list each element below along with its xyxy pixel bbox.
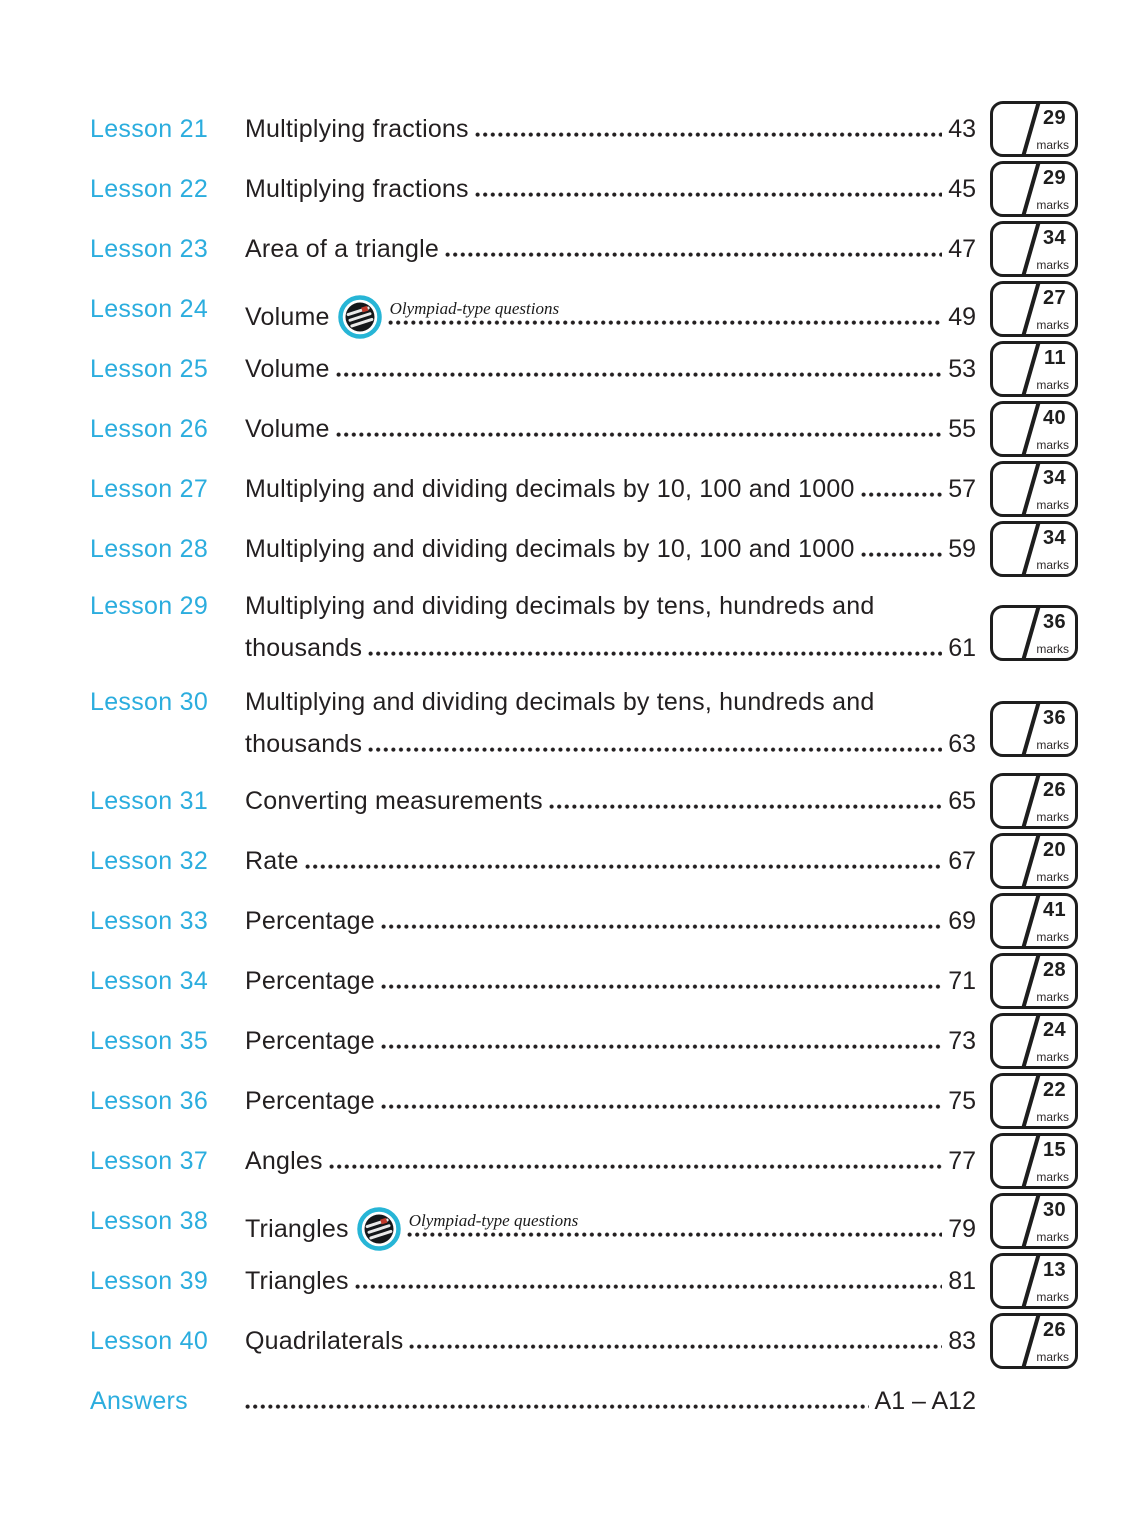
marks-value: 30 [1042, 1199, 1066, 1221]
dotted-leader [549, 804, 942, 809]
page-number: 69 [948, 907, 976, 935]
marks-box-col [990, 953, 1078, 1009]
lesson-title: Converting measurements [245, 787, 543, 815]
marks-box [990, 521, 1078, 577]
row-content [245, 281, 976, 337]
row-content [245, 1133, 976, 1189]
lesson-title: Percentage [245, 967, 375, 995]
marks-box [990, 401, 1078, 457]
lesson-label: Lesson 27 [90, 474, 209, 503]
lesson-label: Lesson 30 [90, 688, 209, 716]
marks-label: marks [1036, 1350, 1069, 1364]
marks-label: marks [1036, 870, 1069, 884]
toc-row [90, 161, 1078, 217]
page-number: 67 [948, 847, 976, 875]
marks-box [990, 1073, 1078, 1129]
dotted-leader [388, 299, 943, 325]
marks-label: marks [1036, 930, 1069, 944]
row-content [245, 585, 976, 669]
lesson-title: Percentage [245, 907, 375, 935]
dotted-leader [880, 705, 972, 710]
marks-label: marks [1036, 558, 1069, 572]
marks-box-col [990, 1313, 1078, 1369]
row-content [245, 521, 976, 577]
dotted-leader [381, 1104, 942, 1109]
marks-value: 36 [1042, 707, 1066, 729]
lesson-label: Lesson 23 [90, 234, 209, 263]
lesson-label: Lesson 28 [90, 534, 209, 563]
lesson-label: Lesson 26 [90, 414, 209, 443]
toc-row [90, 581, 1078, 673]
dotted-leader [407, 1211, 942, 1237]
row-content [245, 221, 976, 277]
lesson-title: Multiplying and dividing decimals by tens, hundreds and [245, 688, 875, 716]
marks-box [990, 1313, 1078, 1369]
lesson-title: Multiplying and dividing decimals by 10, 100 and 1000 [245, 475, 855, 503]
toc-row [90, 341, 1078, 397]
marks-box [990, 893, 1078, 949]
lesson-label: Lesson 29 [90, 592, 209, 620]
lesson-title-line2: thousands [245, 730, 363, 758]
page-number: 71 [948, 967, 976, 995]
olympiad-badge-icon [338, 295, 382, 339]
toc-row [90, 1193, 1078, 1249]
marks-value: 29 [1042, 167, 1066, 189]
marks-box [990, 101, 1078, 157]
marks-label: marks [1036, 258, 1069, 272]
marks-label: marks [1036, 378, 1069, 392]
marks-box-col [990, 161, 1078, 217]
lesson-title: Percentage [245, 1087, 375, 1115]
dotted-leader [329, 1164, 943, 1169]
marks-value: 36 [1042, 611, 1066, 633]
lesson-label: Lesson 21 [90, 114, 209, 143]
dotted-leader [861, 552, 943, 557]
marks-box-col [990, 101, 1078, 157]
marks-value: 11 [1044, 347, 1066, 369]
marks-label: marks [1036, 1110, 1069, 1124]
marks-box [990, 953, 1078, 1009]
lesson-title: Multiplying fractions [245, 115, 469, 143]
marks-box [990, 1253, 1078, 1309]
row-content [245, 833, 976, 889]
lesson-title: Multiplying fractions [245, 175, 469, 203]
marks-value: 24 [1042, 1019, 1066, 1041]
marks-box-col [990, 401, 1078, 457]
lesson-title: Quadrilaterals [245, 1327, 404, 1355]
dotted-leader [861, 492, 943, 497]
lesson-title: Triangles [245, 1267, 349, 1295]
dotted-leader [381, 1044, 942, 1049]
marks-box [990, 773, 1078, 829]
marks-label: marks [1036, 438, 1069, 452]
olympiad-badge-icon [357, 1207, 401, 1251]
marks-value: 34 [1042, 467, 1066, 489]
marks-box-col [990, 281, 1078, 337]
lesson-label: Lesson 34 [90, 966, 209, 995]
marks-box [990, 1133, 1078, 1189]
marks-box-col [990, 833, 1078, 889]
answers-content [245, 1373, 976, 1429]
lesson-label: Lesson 37 [90, 1146, 209, 1175]
page-number: 49 [948, 303, 976, 331]
lesson-title: Triangles [245, 1215, 349, 1243]
row-content [245, 1013, 976, 1069]
toc-row [90, 833, 1078, 889]
marks-box-col [990, 221, 1078, 277]
marks-box-col [990, 461, 1078, 517]
page-number: 57 [948, 475, 976, 503]
marks-label: marks [1036, 1230, 1069, 1244]
toc-row [90, 1313, 1078, 1369]
page-number: 65 [948, 787, 976, 815]
lesson-label: Lesson 33 [90, 906, 209, 935]
lesson-title: Multiplying and dividing decimals by 10, 100 and 1000 [245, 535, 855, 563]
page-number: 77 [948, 1147, 976, 1175]
row-content [245, 101, 976, 157]
dotted-leader [445, 252, 942, 257]
dotted-leader [336, 372, 943, 377]
row-content [245, 1313, 976, 1369]
toc-row [90, 461, 1078, 517]
marks-box [990, 221, 1078, 277]
marks-label: marks [1036, 318, 1069, 332]
marks-value: 22 [1042, 1079, 1066, 1101]
toc-row [90, 1013, 1078, 1069]
dotted-leader [245, 1404, 869, 1409]
page-number: 79 [948, 1215, 976, 1243]
marks-box [990, 281, 1078, 337]
row-content [245, 341, 976, 397]
marks-value: 41 [1042, 899, 1066, 921]
marks-value: 29 [1042, 107, 1066, 129]
toc-row [90, 221, 1078, 277]
page-number: 53 [948, 355, 976, 383]
marks-box-col [990, 893, 1078, 949]
dotted-leader [355, 1284, 942, 1289]
page-number: 43 [948, 115, 976, 143]
lesson-title: Percentage [245, 1027, 375, 1055]
marks-label: marks [1036, 1050, 1069, 1064]
lesson-title: Volume [245, 415, 330, 443]
marks-box-col [990, 605, 1078, 661]
marks-label: marks [1036, 738, 1069, 752]
marks-label: marks [1036, 810, 1069, 824]
marks-value: 15 [1042, 1139, 1066, 1161]
lesson-label: Lesson 36 [90, 1086, 209, 1115]
marks-box [990, 341, 1078, 397]
lesson-label: Lesson 35 [90, 1026, 209, 1055]
row-content [245, 953, 976, 1009]
marks-box [990, 461, 1078, 517]
marks-box [990, 605, 1078, 661]
lesson-label: Lesson 39 [90, 1266, 209, 1295]
olympiad-label: Olympiad-type questions [408, 1211, 579, 1230]
marks-box [990, 701, 1078, 757]
dotted-leader [368, 747, 942, 752]
row-content [245, 161, 976, 217]
page-number: 63 [948, 730, 976, 758]
toc-row [90, 101, 1078, 157]
dotted-leader [368, 651, 942, 656]
marks-value: 34 [1042, 527, 1066, 549]
lesson-title: Multiplying and dividing decimals by tens, hundreds and [245, 592, 875, 620]
lesson-title: Volume [245, 303, 330, 331]
marks-value: 40 [1042, 407, 1066, 429]
toc-row [90, 677, 1078, 769]
marks-label: marks [1036, 498, 1069, 512]
lesson-label: Lesson 24 [90, 294, 209, 323]
row-content [245, 893, 976, 949]
marks-box-col [990, 341, 1078, 397]
row-content [245, 1193, 976, 1249]
toc-row [90, 1253, 1078, 1309]
row-content [245, 461, 976, 517]
marks-box-col [990, 1193, 1078, 1249]
page-number: 73 [948, 1027, 976, 1055]
marks-box [990, 161, 1078, 217]
lesson-title-line2: thousands [245, 634, 363, 662]
marks-label: marks [1036, 642, 1069, 656]
marks-box [990, 833, 1078, 889]
lesson-label: Lesson 38 [90, 1206, 209, 1235]
marks-value: 26 [1042, 1319, 1066, 1341]
toc-row [90, 1073, 1078, 1129]
marks-box-col [990, 701, 1078, 757]
marks-box [990, 1013, 1078, 1069]
lesson-label: Lesson 22 [90, 174, 209, 203]
dotted-leader [475, 132, 942, 137]
dotted-leader [409, 1344, 942, 1349]
lesson-title: Angles [245, 1147, 323, 1175]
marks-box-col [990, 1073, 1078, 1129]
marks-value: 26 [1042, 779, 1066, 801]
page-number: 55 [948, 415, 976, 443]
page-number: 59 [948, 535, 976, 563]
dotted-leader [305, 864, 943, 869]
page-number: 45 [948, 175, 976, 203]
dotted-leader [475, 192, 942, 197]
marks-box-col [990, 1013, 1078, 1069]
marks-box-col [990, 521, 1078, 577]
marks-value: 34 [1042, 227, 1066, 249]
answers-pages: A1 – A12 [874, 1387, 976, 1415]
page-number: 81 [948, 1267, 976, 1295]
marks-label: marks [1036, 198, 1069, 212]
lesson-title: Rate [245, 847, 299, 875]
marks-label: marks [1036, 138, 1069, 152]
lesson-label: Lesson 40 [90, 1326, 209, 1355]
row-content [245, 401, 976, 457]
lesson-title: Area of a triangle [245, 235, 439, 263]
row-content [245, 773, 976, 829]
marks-box [990, 1193, 1078, 1249]
toc-rows [90, 101, 1078, 1369]
page-number: 47 [948, 235, 976, 263]
dotted-leader [381, 924, 942, 929]
marks-value: 13 [1042, 1259, 1066, 1281]
marks-box-col [990, 773, 1078, 829]
page-number: 75 [948, 1087, 976, 1115]
lesson-label: Lesson 32 [90, 846, 209, 875]
lesson-label: Lesson 31 [90, 786, 209, 815]
marks-label: marks [1036, 1170, 1069, 1184]
toc-row [90, 773, 1078, 829]
marks-label: marks [1036, 1290, 1069, 1304]
toc-row [90, 893, 1078, 949]
page-number: 61 [948, 634, 976, 662]
lesson-label: Lesson 25 [90, 354, 209, 383]
toc-row [90, 521, 1078, 577]
page-number: 83 [948, 1327, 976, 1355]
answers-label: Answers [90, 1386, 188, 1415]
row-content [245, 681, 976, 765]
toc-row [90, 953, 1078, 1009]
toc-row [90, 401, 1078, 457]
dotted-leader [880, 609, 972, 614]
marks-label: marks [1036, 990, 1069, 1004]
olympiad-label: Olympiad-type questions [389, 299, 560, 318]
marks-box-col [990, 1253, 1078, 1309]
marks-value: 28 [1042, 959, 1066, 981]
lesson-title: Volume [245, 355, 330, 383]
answers-row [90, 1373, 1078, 1429]
marks-box-col [990, 1133, 1078, 1189]
row-content [245, 1073, 976, 1129]
toc-row [90, 1133, 1078, 1189]
dotted-leader [336, 432, 943, 437]
marks-value: 20 [1042, 839, 1066, 861]
dotted-leader [381, 984, 942, 989]
row-content [245, 1253, 976, 1309]
toc-row [90, 281, 1078, 337]
marks-value: 27 [1042, 287, 1066, 309]
